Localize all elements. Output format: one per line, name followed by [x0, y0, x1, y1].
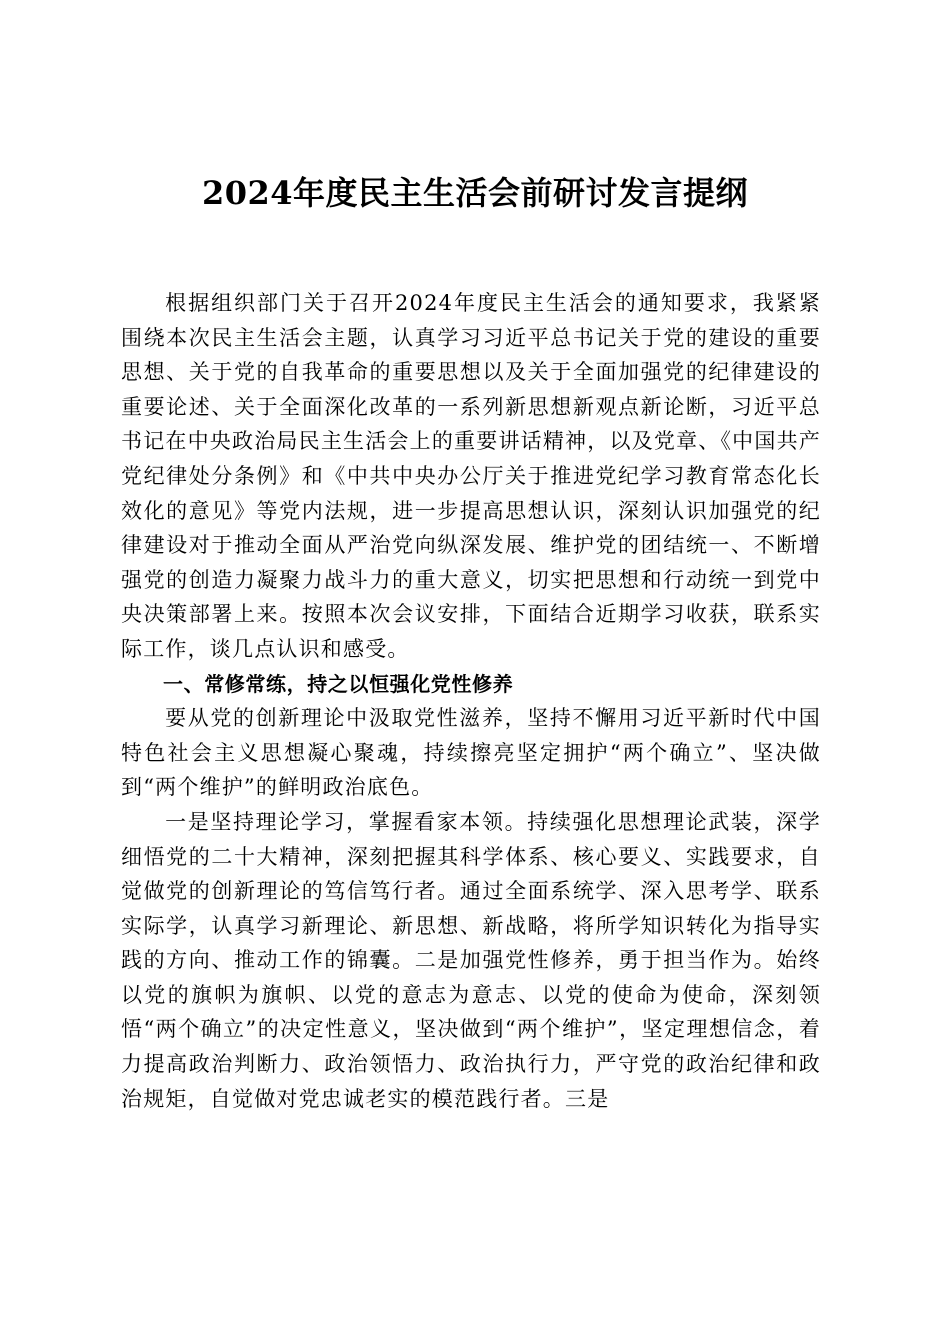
intro-paragraph: 根据组织部门关于召开2024年度民主生活会的通知要求，我紧紧围绕本次民主生活会主题，认真学习习近平总书记关于党的建设的重要思想、关于党的自我革命的重要思想以及关于全面加强党的纪律建设的重要论述、关于全面深化改革的一系列新思想新观点新论断，习近平总书记在中央政治局民主生活会上的重要讲话精神，以及党章、《中国共产党纪律处分条例》和《中共中央办公厅关于推进党纪学习教育常态化长效化的意见》等党内法规，进一步提高思想认识，深刻认识加强党的纪律建设对于推动全面从严治党向纵深发展、维护党的团结统一、不断增强党的创造力凝聚力战斗力的重大意义，切实把思想和行动统一到党中央决策部署上来。按照本次会议安排，下面结合近期学习收获，联系实际工作，谈几点认识和感受。	[121, 291, 821, 661]
section-heading: 一、常修常练，持之以恒强化党性修养	[163, 671, 514, 696]
section-body-paragraph: 一是坚持理论学习，掌握看家本领。持续强化思想理论武装，深学细悟党的二十大精神，深刻把握其科学体系、核心要义、实践要求，自觉做党的创新理论的笃信笃行者。通过全面系统学、深入思考学、联系实际学，认真学习新理论、新思想、新战略，将所学知识转化为指导实践的方向、推动工作的锦囊。二是加强党性修养，勇于担当作为。始终以党的旗帜为旗帜、以党的意志为意志、以党的使命为使命，深刻领悟“两个确立”的决定性意义，坚决做到“两个维护”，坚定理想信念，着力提高政治判断力、政治领悟力、政治执行力，严守党的政治纪律和政治规矩，自觉做对党忠诚老实的模范践行者。三是	[121, 809, 821, 1111]
section-intro-paragraph: 要从党的创新理论中汲取党性滋养，坚持不懈用习近平新时代中国特色社会主义思想凝心聚魂，持续擦亮坚定拥护“两个确立”、坚决做到“两个维护”的鲜明政治底色。	[121, 706, 821, 800]
document-title: 2024年度民主生活会前研讨发言提纲	[201, 174, 749, 212]
document-body	[121, 286, 821, 1116]
